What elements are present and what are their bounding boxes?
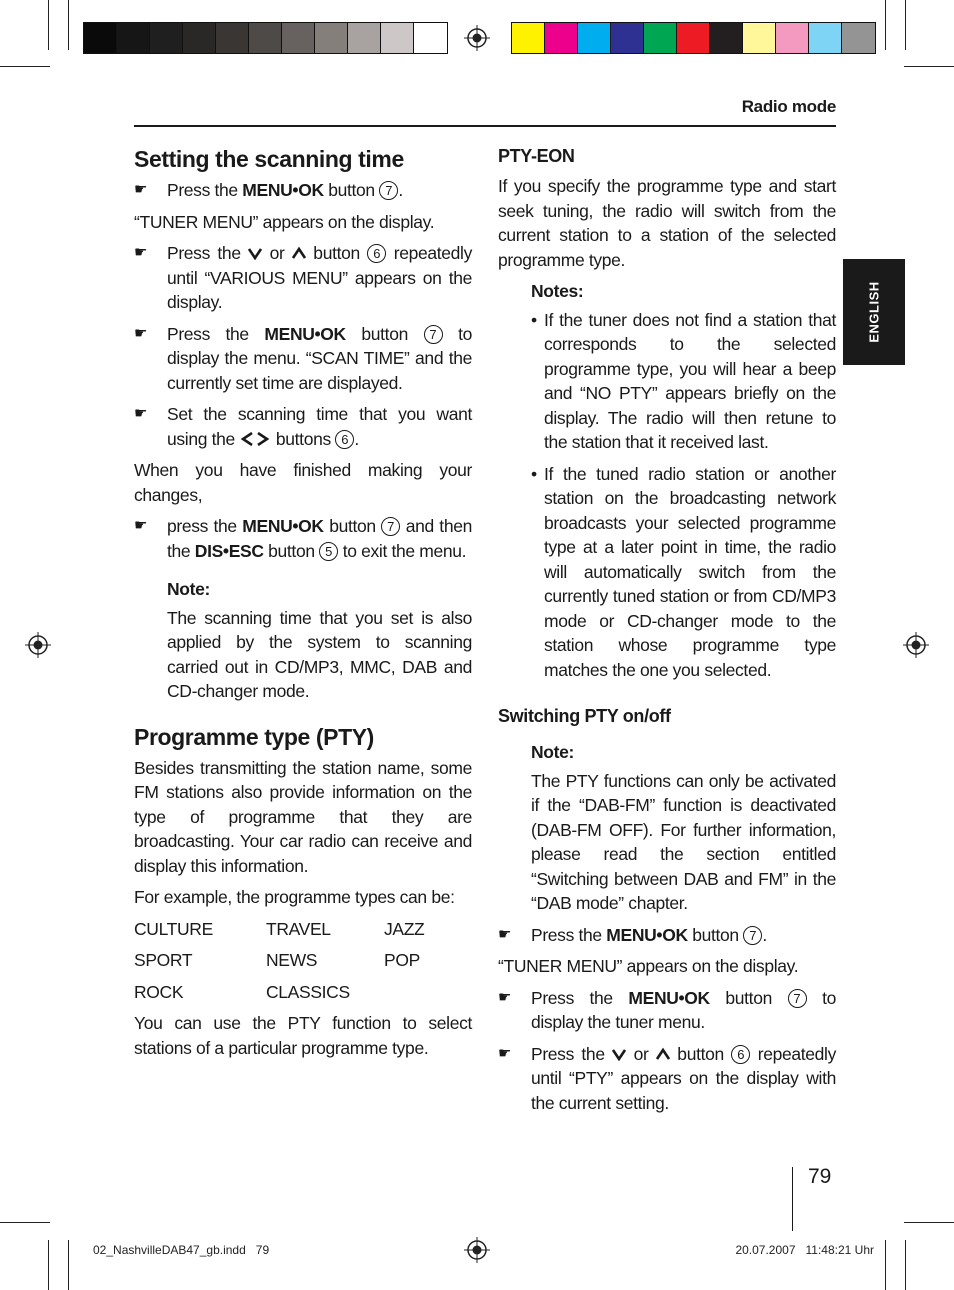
- pointing-hand-icon: ☛: [498, 1044, 512, 1062]
- note-box: [134, 577, 472, 704]
- instruction-step: [134, 402, 472, 451]
- crop-mark: [905, 0, 906, 50]
- paragraph: You can use the PTY function to select stations of a particular programme type.: [134, 1013, 472, 1058]
- arrow-up-icon: [656, 1047, 670, 1061]
- color-swatch: [842, 23, 875, 53]
- arrow-left-icon: [239, 432, 255, 446]
- pointing-hand-icon: ☛: [134, 181, 148, 198]
- programme-type-cell: SPORT: [134, 950, 193, 970]
- instruction-step: [134, 322, 472, 396]
- list-item: • If the tuned radio station or another station on the broadcasting network broadcasts your selected programme type at a later point in time, the radio will automatically switch from the currently tuned station or from CD/MP3 mode or CD-changer mode to the station whose programme type matches the one you selected.: [531, 462, 836, 683]
- step-text: press the MENU•OK button 7 and then the DIS•ESC button 5 to exit the menu.: [167, 516, 472, 561]
- crop-mark: [0, 1222, 50, 1223]
- color-swatch: [809, 23, 842, 53]
- arrow-right-icon: [255, 432, 271, 446]
- crop-mark: [68, 0, 69, 50]
- heading-programme-type: Programme type (PTY): [134, 723, 374, 750]
- color-swatch: [282, 23, 315, 53]
- key-label: MENU•OK: [628, 987, 710, 1008]
- note-title: Note:: [167, 579, 210, 599]
- key-label: MENU•OK: [242, 516, 324, 536]
- button-number-badge: 6: [335, 430, 354, 449]
- heading-switching-pty: Switching PTY on/off: [498, 706, 671, 726]
- button-number-badge: 7: [424, 325, 443, 344]
- note-item-text: If the tuner does not find a station that corresponds to the selected programme type, you will hear a beep and “NO PTY” appears briefly on the display. The radio will then retune to the station that it received last.: [544, 309, 836, 452]
- instruction-step: [498, 1042, 836, 1116]
- programme-type-cell: CULTURE: [134, 918, 213, 939]
- button-number-badge: 7: [788, 989, 807, 1008]
- note-title: Note:: [531, 742, 574, 762]
- crop-mark: [0, 66, 50, 67]
- key-label: MENU•OK: [264, 323, 346, 344]
- step-text: Set the scanning time that you want using the buttons 6 .: [167, 404, 472, 449]
- registration-mark-icon: [464, 1237, 490, 1263]
- paragraph: “TUNER MENU” appears on the display.: [134, 211, 435, 232]
- crop-mark: [885, 0, 886, 50]
- button-number-badge: 7: [379, 181, 398, 200]
- language-tab-label: ENGLISH: [866, 281, 882, 343]
- paragraph: Besides transmitting the station name, some FM stations also provide information on the type of programme that they are broadcasting. Your car radio can receive and display this information.: [134, 757, 472, 876]
- crop-mark: [885, 1240, 886, 1290]
- programme-types-table: [134, 917, 472, 1005]
- notes-title: Notes:: [531, 281, 584, 301]
- programme-type-cell: ROCK: [134, 981, 184, 1002]
- grayscale-color-bar: [83, 22, 448, 54]
- color-swatch: [776, 23, 809, 53]
- pointing-hand-icon: ☛: [498, 988, 512, 1006]
- heading-pty-eon: PTY-EON: [498, 146, 575, 166]
- instruction-step: [134, 241, 472, 315]
- paragraph: If you specify the programme type and start seek tuning, the radio will switch from the current station to a station of the selected programme type.: [498, 176, 836, 270]
- paragraph: For example, the programme types can be:: [134, 887, 455, 907]
- right-column: [498, 144, 836, 1122]
- button-number-badge: 5: [319, 542, 338, 561]
- key-label: MENU•OK: [606, 924, 688, 945]
- note-box: [498, 740, 836, 916]
- color-swatch: [611, 23, 644, 53]
- step-text: Press the or button 6 repeatedly until “VARIOUS MENU” appears on the display.: [167, 243, 472, 312]
- arrow-down-icon: [248, 246, 262, 260]
- pointing-hand-icon: ☛: [498, 925, 512, 943]
- color-swatch: [677, 23, 710, 53]
- arrow-up-icon: [292, 246, 306, 260]
- color-swatch: [381, 23, 414, 53]
- programme-type-cell: JAZZ: [384, 918, 425, 939]
- header-rule: [134, 125, 836, 127]
- crop-mark: [904, 1222, 954, 1223]
- registration-mark-icon: [903, 632, 929, 658]
- color-swatch: [512, 23, 545, 53]
- pointing-hand-icon: ☛: [134, 405, 148, 422]
- color-swatch: [545, 23, 578, 53]
- color-swatch: [743, 23, 776, 53]
- button-number-badge: 7: [381, 517, 400, 536]
- color-swatch: [249, 23, 282, 53]
- color-swatch: [348, 23, 381, 53]
- color-swatch: [315, 23, 348, 53]
- step-text: Press the MENU•OK button 7 .: [531, 924, 767, 945]
- paragraph: “TUNER MENU” appears on the display.: [498, 956, 799, 976]
- heading-scanning-time: Setting the scanning time: [134, 146, 404, 172]
- color-swatch: [183, 23, 216, 53]
- color-swatch: [117, 23, 150, 53]
- footer-timestamp: 20.07.2007 11:48:21 Uhr: [735, 1243, 874, 1257]
- instruction-step: [498, 986, 836, 1035]
- button-number-badge: 6: [731, 1045, 750, 1064]
- crop-mark: [48, 1240, 49, 1290]
- programme-type-cell: NEWS: [266, 950, 318, 970]
- programme-type-cell: [384, 980, 472, 1005]
- color-swatch: [710, 23, 743, 53]
- registration-mark-icon: [464, 25, 490, 51]
- footer-file-name: 02_NashvilleDAB47_gb.indd 79: [93, 1243, 270, 1257]
- list-item: • If the tuner does not find a station that corresponds to the selected programme type, you will hear a beep and “NO PTY” appears briefly on the display. The radio will then retune to the station that it received last.: [531, 308, 836, 455]
- left-column: [134, 144, 472, 1067]
- language-tab: [843, 259, 905, 365]
- note-text: The PTY functions can only be activated if the “DAB-FM” function is deactivated (DAB-FM OFF). For further information, please read the section entitled “Switching between DAB and FM” in the “DAB mode” chapter.: [531, 770, 836, 913]
- button-number-badge: 6: [367, 244, 386, 263]
- programme-type-cell: TRAVEL: [266, 918, 331, 939]
- button-number-badge: 7: [743, 926, 762, 945]
- programme-type-cell: POP: [384, 950, 420, 970]
- page-number-rule: [792, 1167, 793, 1231]
- pointing-hand-icon: ☛: [134, 324, 148, 342]
- notes-box: [498, 279, 836, 682]
- arrow-down-icon: [612, 1047, 626, 1061]
- registration-mark-icon: [25, 632, 51, 658]
- paragraph: When you have finished making your changes,: [134, 460, 472, 505]
- step-text: Press the or button 6 repeatedly until “PTY” appears on the display with the current setting.: [531, 1043, 836, 1113]
- color-swatch: [216, 23, 249, 53]
- crop-mark: [904, 66, 954, 67]
- section-header: Radio mode: [741, 97, 836, 116]
- note-item-text: If the tuned radio station or another station on the broadcasting network broadcasts your selected programme type at a later point in time, the radio will automatically switch from the currently tuned station or from CD/MP3 mode or CD-changer mode to the station whose programme type matches the one you selected.: [544, 463, 836, 680]
- pointing-hand-icon: ☛: [134, 244, 148, 261]
- programme-type-cell: CLASSICS: [266, 981, 350, 1002]
- crop-mark: [48, 0, 49, 50]
- page-number: 79: [808, 1165, 832, 1188]
- instruction-step: [498, 923, 836, 948]
- step-text: Press the MENU•OK button 7 to display the tuner menu.: [531, 987, 836, 1032]
- pointing-hand-icon: ☛: [134, 517, 148, 534]
- key-label: MENU•OK: [242, 180, 324, 200]
- step-text: Press the MENU•OK button 7 .: [167, 180, 403, 200]
- step-text: Press the MENU•OK button 7 to display the menu. “SCAN TIME” and the currently set time are displayed.: [167, 323, 472, 393]
- instruction-step: [134, 178, 472, 203]
- crop-mark: [905, 1240, 906, 1290]
- notes-list: [531, 308, 836, 683]
- color-swatch: [84, 23, 117, 53]
- note-text: The scanning time that you set is also applied by the system to scanning carried out in CD/MP3, MMC, DAB and CD-changer mode.: [167, 607, 472, 701]
- instruction-step: [134, 514, 472, 563]
- color-swatch: [414, 23, 447, 53]
- color-swatch: [150, 23, 183, 53]
- color-swatch: [578, 23, 611, 53]
- key-label: DIS•ESC: [194, 540, 264, 561]
- process-color-bar: [511, 22, 876, 54]
- crop-mark: [68, 1240, 69, 1290]
- color-swatch: [644, 23, 677, 53]
